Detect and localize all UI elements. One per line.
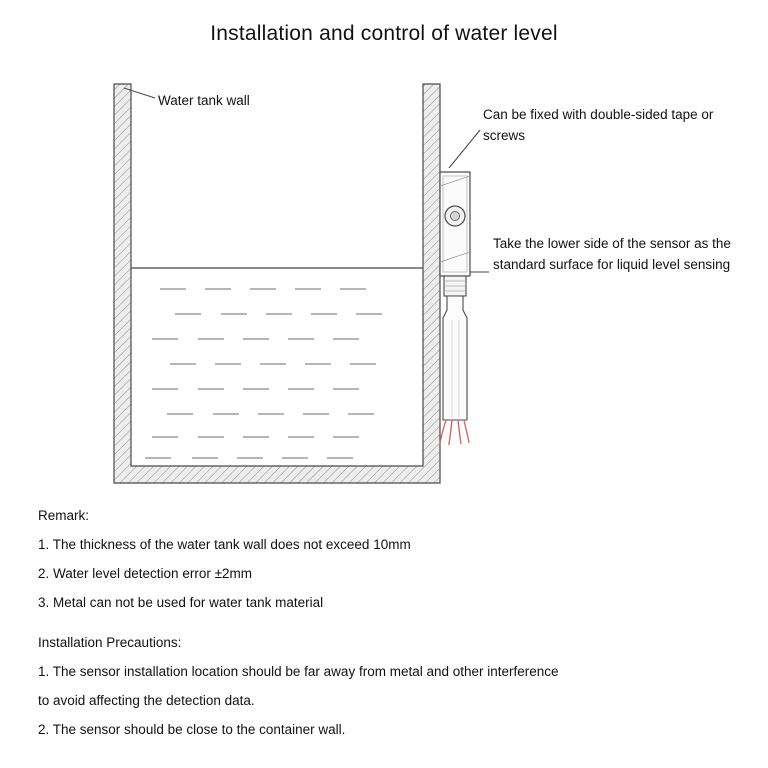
label-water-tank-wall: Water tank wall — [158, 93, 250, 108]
precautions-heading: Installation Precautions: — [38, 635, 182, 651]
page-title: Installation and control of water level — [210, 22, 558, 45]
sensor-device — [440, 172, 470, 445]
remark-item-3: 3. Metal can not be used for water tank material — [38, 594, 324, 610]
label-fixing-note: Can be fixed with double-sided tape or screws — [483, 107, 714, 143]
precautions-item-1-cont: to avoid affecting the detection data. — [38, 693, 255, 709]
remark-heading: Remark: — [38, 508, 90, 523]
remark-item-2: 2. Water level detection error ±2mm — [38, 565, 252, 581]
notes-spacer — [38, 620, 738, 632]
precautions-item-2: 2. The sensor should be close to the container wall. — [38, 722, 346, 738]
leader-fixing-note — [449, 130, 480, 168]
tank-wall-shape — [114, 84, 440, 483]
precautions-item-1: 1. The sensor installation location should be far away from metal and other interference — [38, 664, 559, 680]
water-dashes — [145, 289, 382, 458]
cable-leads — [440, 420, 469, 445]
label-sensor-note: Take the lower side of the sensor as the standard surface for liquid level sensing — [493, 236, 731, 272]
remark-item-1: 1. The thickness of the water tank wall does not exceed 10mm — [38, 536, 411, 552]
notes-section — [38, 505, 738, 748]
